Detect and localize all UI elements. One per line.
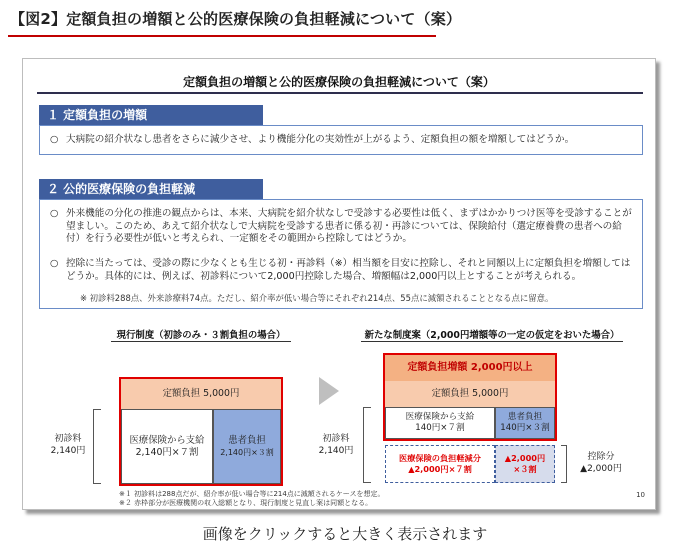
current-revenue-outline: [119, 377, 283, 486]
section1-paragraph: [50, 134, 634, 147]
proposal-deduction-line1: 控除分: [587, 452, 615, 462]
proposal-patient-line2: 140円×３割: [500, 423, 550, 433]
transition-arrow-icon: [319, 377, 339, 405]
proposal-fixed-fee-label: 定額負担 5,000円: [431, 388, 509, 399]
current-patient-line2: 2,140円×３割: [220, 447, 274, 457]
click-to-enlarge-caption[interactable]: 画像をクリックすると大きく表示されます: [202, 525, 488, 543]
proposal-heading-rule: [361, 341, 623, 342]
footnote-1: ※１ 初診料は288点だが、紹介率が低い場合等に214点に減額されるケースを想定。: [119, 490, 385, 498]
bullet-mark: ○: [50, 134, 59, 145]
section1-text: 大病院の紹介状なし患者をさらに減少させ、より機能分化の実効性が上がるよう、定額負担の額を増額してはどうか。: [66, 134, 575, 145]
proposal-reduction-box: [385, 445, 495, 483]
proposal-reduction-patient-box: [495, 445, 555, 483]
proposal-deduction-bracket: [561, 445, 567, 483]
current-patient-line1: 患者負担: [228, 434, 266, 446]
section2-text2: 控除に当たっては、受診の際に少なくとも生じる初・再診料（※）相当額を目安に控除し、それと同額以上に定額負担を増額してはどうか。具体的には、例えば、初診料について2,000円控除した場合、増額幅は2,000円以上とすることが考えられる。: [66, 258, 631, 282]
figure-title-underline: [8, 35, 436, 37]
current-heading-rule: [111, 341, 291, 342]
section2-box: [39, 199, 643, 309]
proposal-reduction-line1: 医療保険の負担軽減分: [399, 453, 481, 463]
proposal-deduction-label: [571, 451, 631, 475]
current-insurance-line2: 2,140円×７割: [135, 446, 199, 458]
figure-title: 【図2】定額負担の増額と公的医療保険の負担軽減について（案）: [10, 10, 462, 28]
proposal-initial-fee-label: [311, 433, 361, 457]
proposal-deduction-line2: ▲2,000円: [580, 464, 622, 474]
proposal-patient-line1: 患者負担: [507, 412, 543, 422]
page-number: 10: [636, 491, 645, 499]
proposal-revenue-outline: [383, 353, 557, 441]
section2-note: ※ 初診料288点、外来診療料74点。ただし、紹介率が低い場合等にそれぞれ214点、55点に減額されることとなる点に留意。: [80, 293, 554, 303]
proposal-increase-label: 定額負担増額 2,000円以上: [407, 362, 533, 373]
bullet-mark: ○: [50, 208, 59, 219]
proposal-heading: 新たな制度案（2,000円増額等の一定の仮定をおいた場合）: [364, 330, 620, 341]
bullet-mark: ○: [50, 258, 59, 269]
proposal-bracket: [363, 407, 371, 483]
section2-heading: ２ 公的医療保険の負担軽減: [39, 179, 263, 199]
proposal-reduction-line2: ▲2,000円×７割: [408, 464, 472, 474]
current-system-heading: 現行制度（初診のみ・３割負担の場合）: [116, 330, 286, 341]
section2-paragraph1: [50, 208, 634, 246]
current-label-line2: 2,140円: [50, 446, 86, 456]
section1-box: [39, 125, 643, 155]
current-insurance-line1: 医療保険から支給: [129, 434, 205, 446]
section2-paragraph2: [50, 258, 634, 283]
proposal-label-line2: 2,140円: [318, 446, 354, 456]
proposal-insurance-line2: 140円×７割: [415, 423, 465, 433]
section1-heading: １ 定額負担の増額: [39, 105, 263, 125]
slide-image[interactable]: [22, 58, 656, 510]
section2-text1: 外来機能の分化の推進の観点からは、本来、大病院を紹介状なしで受診する必要性は低く、まずはかかりつけ医等を受診することが望ましい。このため、あえて紹介状なしで大病院を受診する患者に係る初・再診については、保険給付（選定療養費の患者への給付）を行う必要性が低いと考えられ、一定額をその範囲から控除してはどうか。: [66, 208, 632, 244]
current-fixed-fee-label: 定額負担 5,000円: [162, 388, 240, 399]
slide-title-rule: [37, 92, 643, 94]
slide-title: 定額負担の増額と公的医療保険の負担軽減について（案）: [183, 75, 495, 89]
proposal-label-line1: 初診料: [322, 434, 350, 444]
proposal-reduction-patient-line1: ▲2,000円: [504, 453, 546, 463]
current-initial-fee-label: [45, 433, 91, 457]
footnote-2: ※２ 赤枠部分が医療機関の収入総額となり、現行制度と見直し案は同額となる。: [119, 499, 373, 507]
proposal-reduction-patient-line2: ×３割: [513, 464, 537, 474]
current-label-line1: 初診料: [54, 434, 82, 444]
current-bracket: [93, 409, 101, 484]
proposal-insurance-line1: 医療保険から支給: [405, 412, 475, 422]
